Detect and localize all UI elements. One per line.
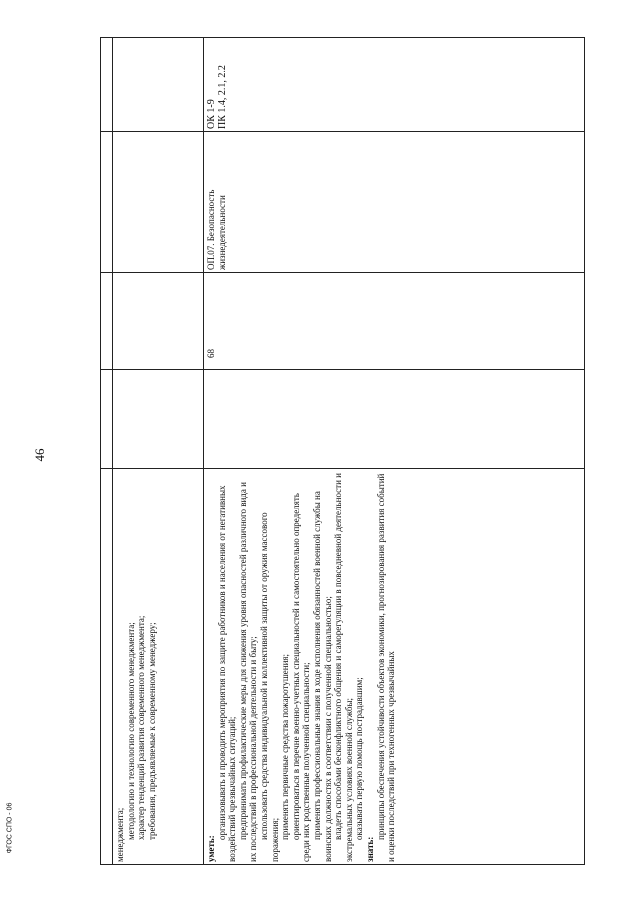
umet-heading: уметь: — [206, 835, 216, 862]
discipline-name: ОП.07. Безопасность жизнедеятельности — [206, 189, 227, 270]
footer-label: ФГОС СПО - 06 — [6, 802, 14, 854]
table-border-left — [100, 37, 101, 865]
skill-item: использовать средства индивидуальной и коллективной защиты от оружия массового поражения; — [258, 512, 280, 862]
knowledge-item: принципы обеспечения устойчивости объектов экономики, прогнозирования развития событий и оценки последствий при техногенных чрезвычайных — [375, 473, 397, 862]
curriculum-table — [100, 37, 585, 865]
skill-item: предпринимать профилактические меры для снижения уровня опасностей различного вида и их последствий в профессиональной деятельности и быту; — [237, 482, 259, 862]
skill-item: владеть способами бесконфликтного общения и саморегуляции в повседневной деятельности и экстремальных условиях военной службы; — [333, 473, 354, 862]
hours-cell — [204, 273, 584, 369]
competencies-cell — [204, 38, 584, 131]
skill-item: применять первичные средства пожаротушения; — [280, 653, 291, 840]
page-number: 46 — [32, 448, 47, 462]
competency-code: ПК 1.4, 2.1, 2.2 — [217, 65, 228, 129]
continuation-line: менеджмента; — [115, 807, 125, 862]
znat-heading: знать: — [364, 836, 375, 862]
skills-cell — [204, 469, 584, 864]
continuation-line: характер тенденций развития современного менеджмента; — [136, 615, 147, 840]
table-border-bottom — [100, 864, 585, 865]
skill-item: ориентироваться в перечне военно-учетных специальностей и самостоятельно определять среди них родственные полученной специальности; — [290, 493, 312, 862]
skill-item: применять профессиональные знания в ходе исполнения обязанностей военной службы на воинских должностях в соответствии с полученной специальностью; — [311, 491, 333, 862]
competency-code: ОК 1-9 — [206, 99, 217, 129]
continuation-line: методологию и технологию современного менеджмента; — [125, 622, 136, 840]
continuation-line: требования, предъявляемые к современному менеджеру; — [146, 622, 157, 840]
column-divider — [100, 369, 585, 370]
continuation-cell — [113, 469, 203, 864]
discipline-cell — [204, 132, 584, 272]
table-border-right — [584, 37, 585, 865]
skill-item: оказывать первую помощь пострадавшим; — [354, 677, 365, 840]
hours-value: 68 — [206, 349, 216, 358]
skill-item: организовывать и проводить мероприятия по защите работников и населения от негативных воздействий чрезвычайных ситуаций; — [216, 485, 238, 862]
